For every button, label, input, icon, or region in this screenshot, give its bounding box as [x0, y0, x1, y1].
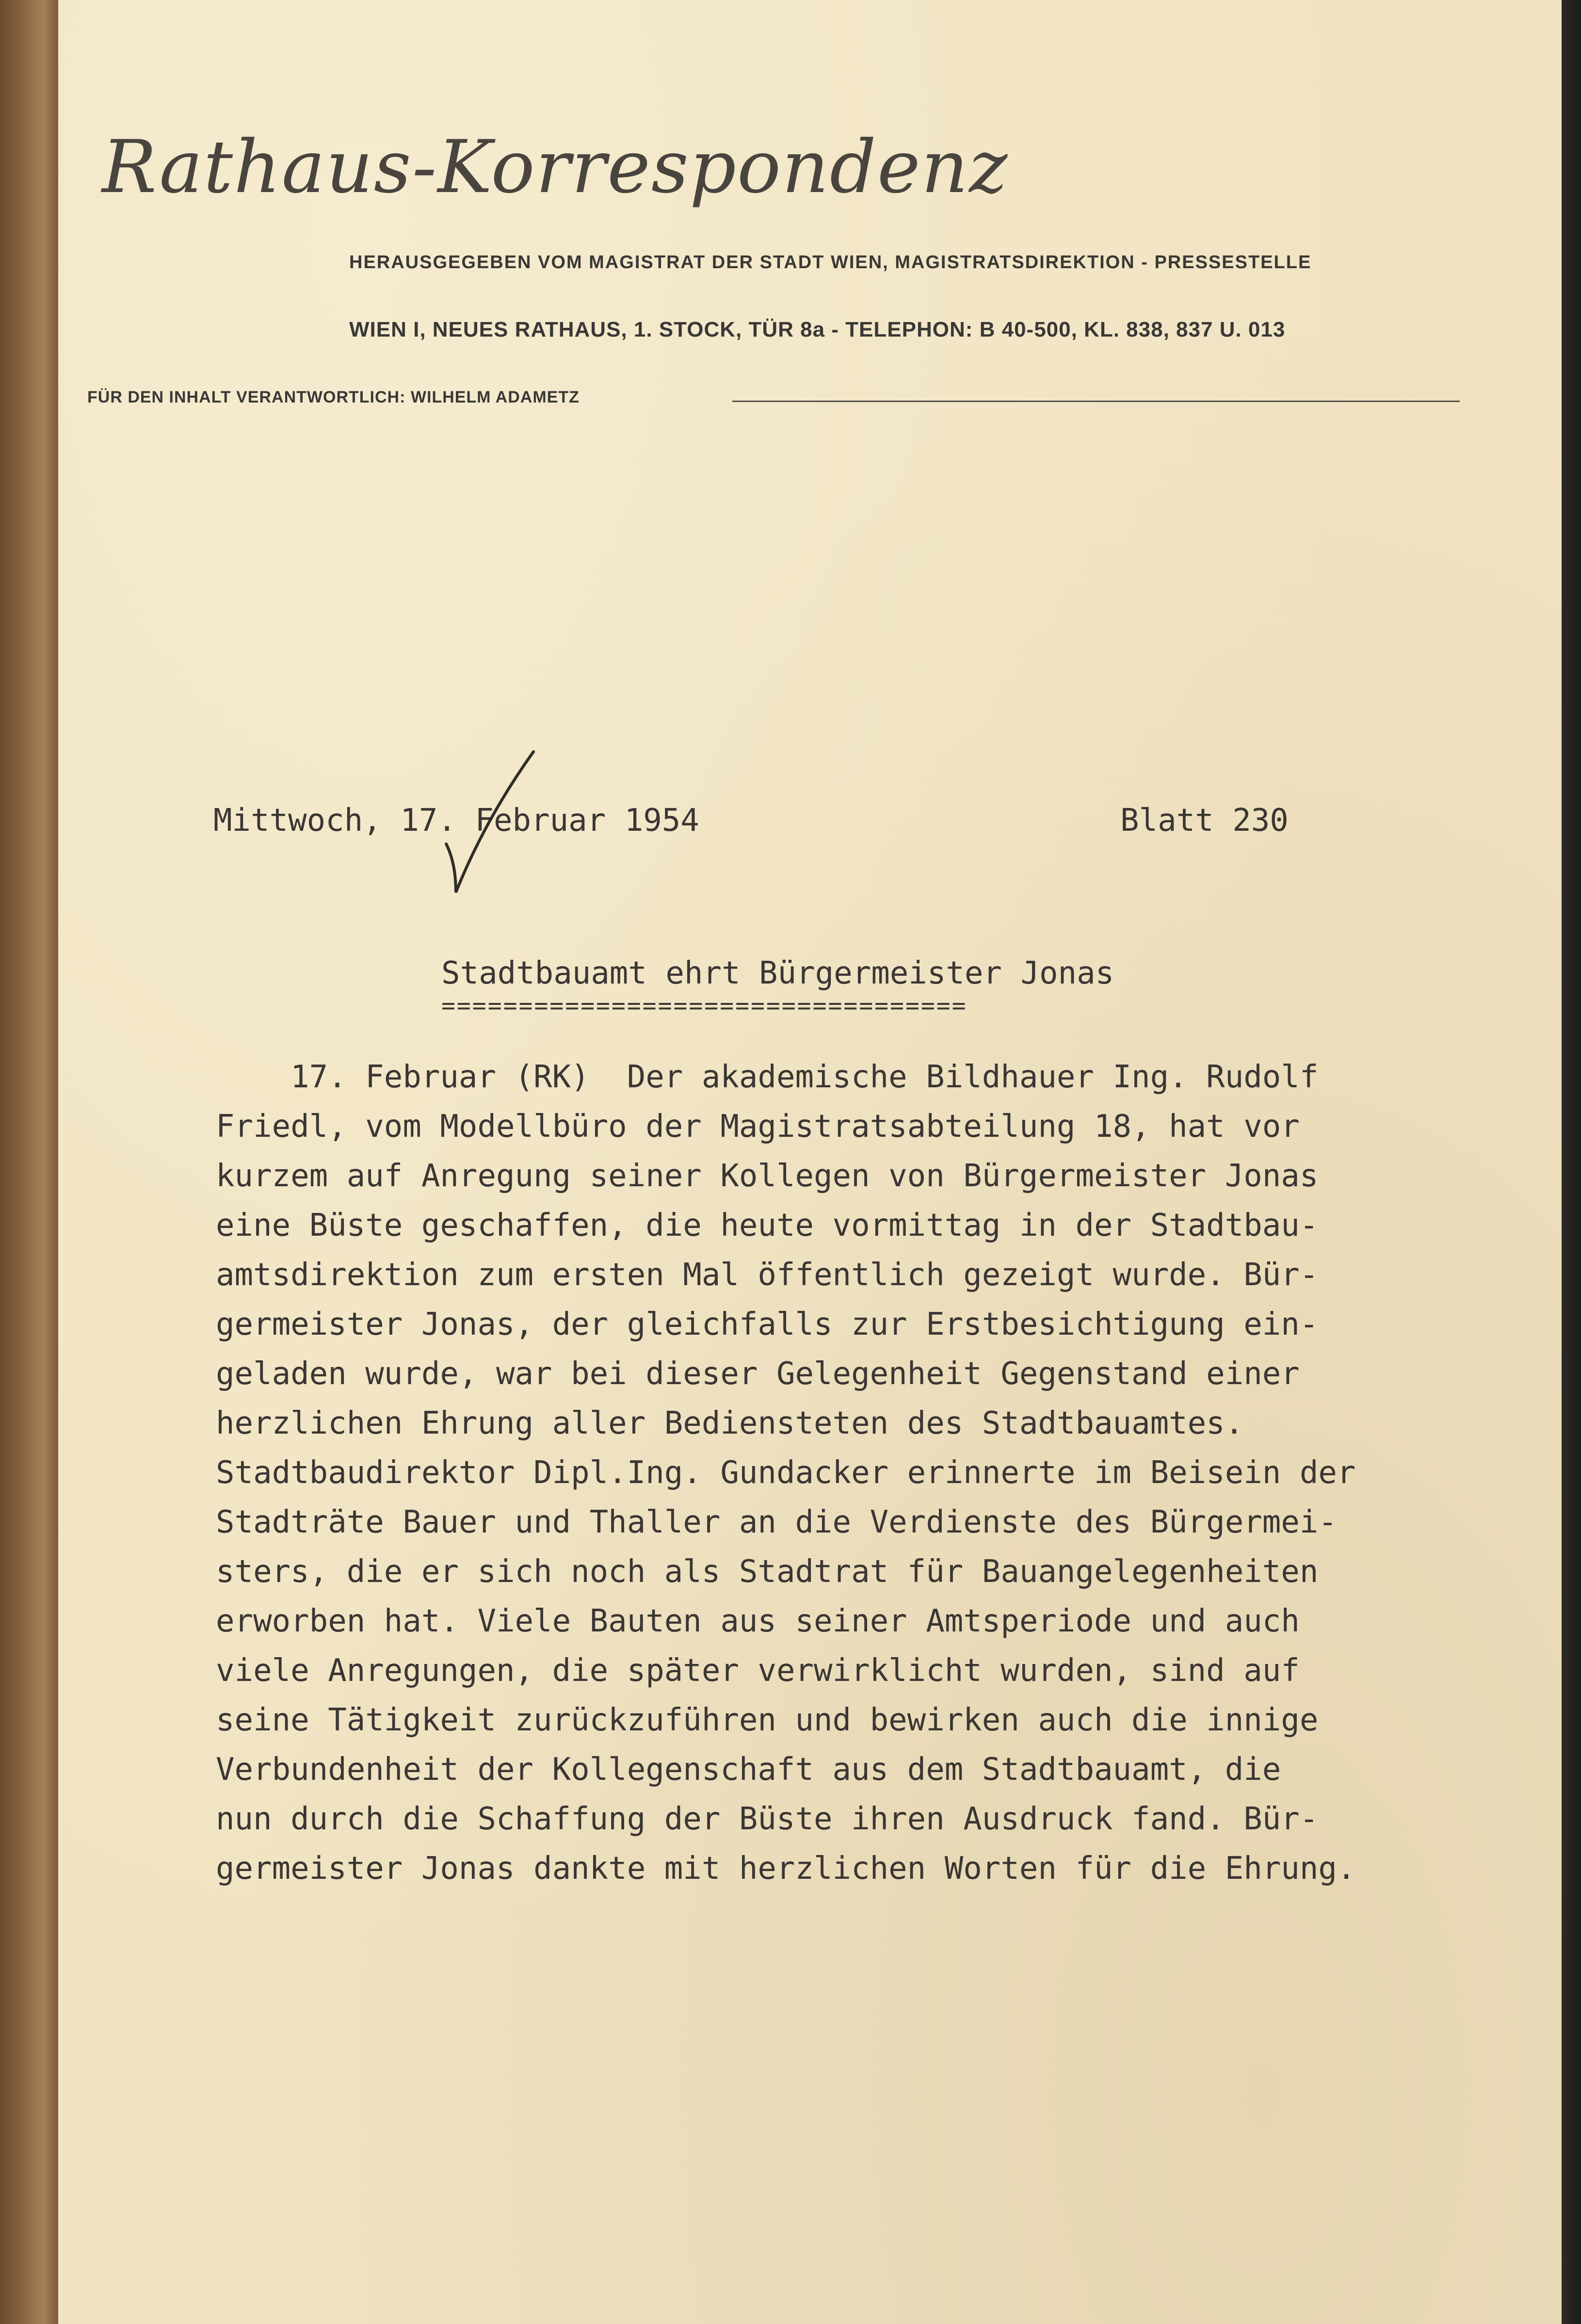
responsible-editor-line: FÜR DEN INHALT VERANTWORTLICH: WILHELM ADAMETZ: [87, 388, 580, 406]
body-line: amtsdirektion zum ersten Mal öffentlich gezeigt wurde. Bür-: [216, 1257, 1319, 1293]
body-line: Stadträte Bauer und Thaller an die Verdienste des Bürgermei-: [216, 1504, 1337, 1540]
body-line: Verbundenheit der Kollegenschaft aus dem Stadtbauamt, die: [216, 1752, 1281, 1788]
handwritten-checkmark: [427, 747, 548, 902]
article-headline: Stadtbauamt ehrt Bürgermeister Jonas: [441, 955, 1114, 991]
book-binding: [0, 0, 58, 2324]
page-edge-shadow: [1562, 0, 1581, 2324]
body-line: 17. Februar (RK) Der akademische Bildhauer Ing. Rudolf: [216, 1059, 1319, 1095]
dateline-date: Mittwoch, 17. Februar 1954: [213, 803, 699, 839]
headline-double-rule: ==================================: [441, 992, 968, 1019]
body-line: seine Tätigkeit zurückzuführen und bewirken auch die innige: [216, 1702, 1319, 1738]
body-line: germeister Jonas, der gleichfalls zur Erstbesichtigung ein-: [216, 1307, 1319, 1342]
masthead-title: Rathaus-Korrespondenz: [102, 125, 1009, 210]
header-rule: [732, 401, 1460, 402]
body-line: erworben hat. Viele Bauten aus seiner Amtsperiode und auch: [216, 1603, 1300, 1639]
body-line: geladen wurde, war bei dieser Gelegenheit Gegenstand einer: [216, 1356, 1300, 1392]
body-line: Friedl, vom Modellbüro der Magistratsabteilung 18, hat vor: [216, 1109, 1300, 1145]
body-line: sters, die er sich noch als Stadtrat für Bauangelegenheiten: [216, 1554, 1319, 1590]
body-line: Stadtbaudirektor Dipl.Ing. Gundacker erinnerte im Beisein der: [216, 1455, 1356, 1491]
body-line: eine Büste geschaffen, die heute vormittag in der Stadtbau-: [216, 1208, 1319, 1243]
masthead-address-line: WIEN I, NEUES RATHAUS, 1. STOCK, TÜR 8a - TELEPHON: B 40-500, KL. 838, 837 U. 013: [349, 318, 1286, 341]
body-line: germeister Jonas dankte mit herzlichen Worten für die Ehrung.: [216, 1851, 1356, 1887]
body-line: herzlichen Ehrung aller Bediensteten des Stadtbauamtes.: [216, 1405, 1244, 1441]
body-line: kurzem auf Anregung seiner Kollegen von Bürgermeister Jonas: [216, 1158, 1319, 1194]
body-line: viele Anregungen, die später verwirklicht wurden, sind auf: [216, 1653, 1300, 1689]
masthead-publisher-line: HERAUSGEGEBEN VOM MAGISTRAT DER STADT WIEN, MAGISTRATSDIREKTION - PRESSESTELLE: [349, 252, 1312, 273]
article-body: [216, 1052, 1355, 1893]
sheet-number: Blatt 230: [1120, 803, 1289, 839]
body-line: nun durch die Schaffung der Büste ihren Ausdruck fand. Bür-: [216, 1801, 1319, 1837]
